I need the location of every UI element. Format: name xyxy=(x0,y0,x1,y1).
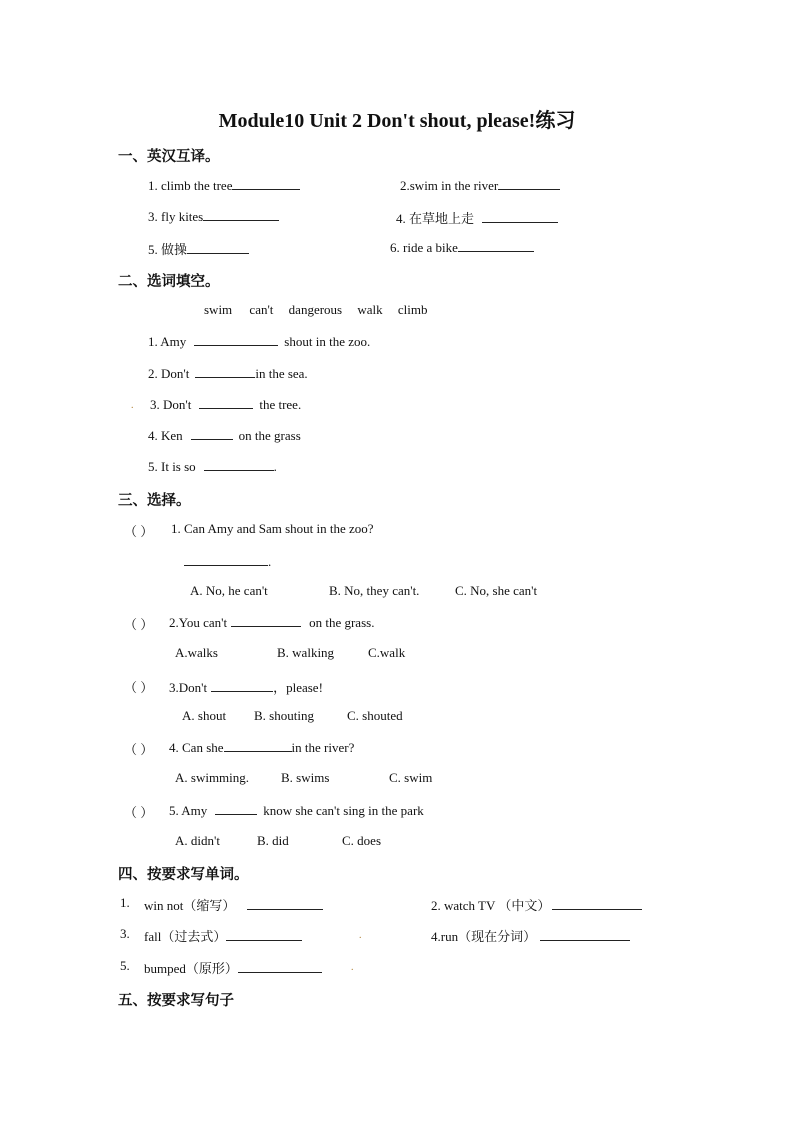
answer-paren[interactable]: （ ） xyxy=(124,680,154,695)
s4-item-4: 4.run（现在分词） xyxy=(431,926,630,945)
margin-dot: . xyxy=(359,930,362,941)
option-c[interactable]: C.walk xyxy=(368,645,406,660)
answer-blank[interactable] xyxy=(540,928,630,941)
word-bank-item: walk xyxy=(357,302,383,317)
s3-question-5: 5. Amy know she can't sing in the park xyxy=(169,803,424,818)
s4-item-2: 2. watch TV （中文） xyxy=(431,895,642,914)
answer-blank[interactable] xyxy=(224,739,292,752)
answer-blank[interactable] xyxy=(238,960,322,973)
answer-blank[interactable] xyxy=(552,897,642,910)
option-a[interactable]: A. swimming. xyxy=(175,770,250,785)
answer-paren[interactable]: （ ） xyxy=(124,524,154,539)
option-c[interactable]: C. No, she can't xyxy=(455,583,538,598)
option-b[interactable]: B. walking xyxy=(277,645,335,660)
s4-item-1: win not（缩写） xyxy=(144,895,323,914)
option-a[interactable]: A. didn't xyxy=(175,833,220,848)
answer-blank[interactable] xyxy=(195,365,255,378)
answer-blank[interactable] xyxy=(211,679,273,692)
section-4-heading: 四、按要求写单词。 xyxy=(118,867,249,883)
answer-blank[interactable] xyxy=(232,177,300,190)
s3-question-1: 1. Can Amy and Sam shout in the zoo? xyxy=(171,521,374,536)
answer-blank[interactable] xyxy=(191,427,233,440)
answer-blank[interactable] xyxy=(247,897,323,910)
s3-question-4: 4. Can she in the river? xyxy=(169,740,355,755)
option-b[interactable]: B. did xyxy=(257,833,289,848)
s4-item-number: 1. xyxy=(120,895,130,910)
s4-item-number: 3. xyxy=(120,926,130,941)
answer-blank[interactable] xyxy=(498,177,560,190)
s2-question-4: 4. Ken on the grass xyxy=(148,428,301,443)
s2-question-2: 2. Don't in the sea. xyxy=(148,366,308,381)
page-title: Module10 Unit 2 Don't shout, please!练习 xyxy=(218,110,576,132)
margin-dot: . xyxy=(131,400,134,411)
option-b[interactable]: B. shouting xyxy=(254,708,314,723)
margin-dot: . xyxy=(351,962,354,973)
option-b[interactable]: B. No, they can't. xyxy=(329,583,420,598)
s1-item-4: 4. 在草地上走 xyxy=(396,208,558,227)
s4-item-5: bumped（原形） xyxy=(144,958,322,977)
s3-question-3: 3.Don't ，please! xyxy=(169,680,323,695)
word-bank-item: can't xyxy=(249,302,274,317)
option-c[interactable]: C. swim xyxy=(389,770,433,785)
option-c[interactable]: C. shouted xyxy=(347,708,403,723)
answer-blank[interactable] xyxy=(231,614,301,627)
answer-blank[interactable] xyxy=(204,458,274,471)
answer-blank[interactable] xyxy=(194,333,278,346)
s1-item-1: 1. climb the tree xyxy=(148,177,300,194)
answer-paren[interactable]: （ ） xyxy=(124,742,154,757)
answer-blank[interactable] xyxy=(199,396,253,409)
word-bank xyxy=(204,302,428,318)
option-a[interactable]: A. shout xyxy=(182,708,227,723)
s1-item-6: 6. ride a bike xyxy=(390,239,534,256)
option-a[interactable]: A.walks xyxy=(175,645,218,660)
answer-blank[interactable] xyxy=(184,553,268,566)
section-3-heading: 三、选择。 xyxy=(118,493,191,509)
s1-item-2: 2.swim in the river xyxy=(400,177,560,194)
s4-item-number: 5. xyxy=(120,958,130,973)
answer-blank[interactable] xyxy=(203,208,279,221)
s2-question-1: 1. Amy shout in the zoo. xyxy=(148,334,371,349)
answer-paren[interactable]: （ ） xyxy=(124,617,154,632)
answer-blank[interactable] xyxy=(215,802,257,815)
section-2-heading: 二、选词填空。 xyxy=(118,274,220,290)
answer-blank[interactable] xyxy=(226,928,302,941)
option-c[interactable]: C. does xyxy=(342,833,381,848)
option-b[interactable]: B. swims xyxy=(281,770,330,785)
answer-paren[interactable]: （ ） xyxy=(124,805,154,820)
s2-question-3: 3. Don't the tree. xyxy=(150,397,302,412)
s1-item-5: 5. 做操 xyxy=(148,239,249,258)
option-a[interactable]: A. No, he can't xyxy=(190,583,268,598)
answer-blank[interactable] xyxy=(458,239,534,252)
word-bank-item: swim xyxy=(204,302,233,317)
s3-q1-blank: . xyxy=(184,553,271,570)
s2-question-5: 5. It is so . xyxy=(148,459,277,474)
s1-item-3: 3. fly kites xyxy=(148,208,279,225)
section-5-heading: 五、按要求写句子 xyxy=(118,993,234,1009)
word-bank-item: dangerous xyxy=(288,302,343,317)
s4-item-3: fall（过去式） xyxy=(144,926,302,945)
word-bank-item: climb xyxy=(397,302,428,317)
answer-blank[interactable] xyxy=(187,241,249,254)
answer-blank[interactable] xyxy=(482,210,558,223)
section-1-heading: 一、英汉互译。 xyxy=(118,149,220,165)
s3-question-2: 2.You can't on the grass. xyxy=(169,615,375,630)
